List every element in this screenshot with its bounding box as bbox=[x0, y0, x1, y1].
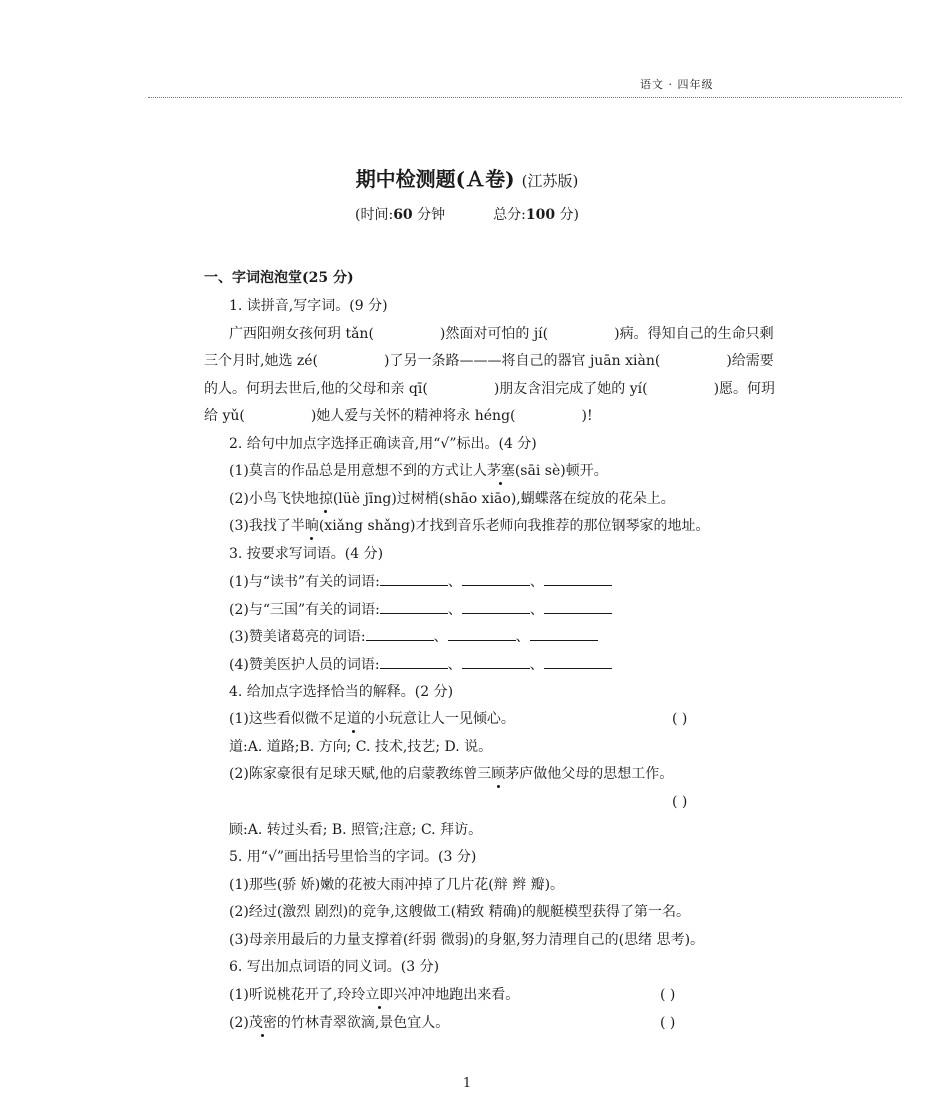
dotted-word: 茅塞 bbox=[486, 463, 515, 479]
q3-item1: (1)与“读书”有关的词语: 、 、 bbox=[229, 571, 612, 592]
dotted-word: 道 bbox=[346, 711, 361, 727]
q2-item2: (2)小鸟飞快地掠(lüè jīng)过树梢(shāo xiāo),蝴蝶落在绽放的花朵上。 bbox=[229, 491, 675, 507]
q3-item4: (4)赞美医护人员的词语: 、 、 bbox=[229, 654, 612, 675]
q6-item2: (2)茂密的竹林青翠欲滴,景色宜人。 bbox=[229, 1015, 450, 1031]
q5-item3: (3)母亲用最后的力量支撑着(纤弱 微弱)的身躯,努力清理自己的(思绪 思考)。 bbox=[229, 932, 705, 948]
exam-info bbox=[0, 204, 934, 224]
q5-heading: 5. 用“√”画出括号里恰当的字词。(3 分) bbox=[229, 849, 477, 865]
dotted-word: 顾 bbox=[491, 766, 506, 782]
time-value: 60 bbox=[393, 207, 413, 223]
q1-line4: 给 yǔ( )她人爱与关怀的精神将永 héng( )! bbox=[204, 408, 593, 424]
time-unit: 分钟 bbox=[417, 207, 446, 223]
q3-heading: 3. 按要求写词语。(4 分) bbox=[229, 546, 384, 562]
q4-heading: 4. 给加点字选择恰当的解释。(2 分) bbox=[229, 684, 454, 700]
q5-item1: (1)那些(骄 娇)嫩的花被大雨冲掉了几片花(辩 辫 瓣)。 bbox=[229, 877, 565, 893]
q5-item2: (2)经过(激烈 剧烈)的竞争,这艘做工(精致 精确)的舰艇模型获得了第一名。 bbox=[229, 904, 691, 920]
title-main: 期中检测题(Ａ卷) bbox=[355, 167, 515, 191]
q6-item1: (1)听说桃花开了,玲玲立即兴冲冲地跑出来看。 bbox=[229, 987, 520, 1003]
dotted-word: 立即 bbox=[365, 987, 394, 1003]
q3-item3: (3)赞美诸葛亮的词语: 、 、 bbox=[229, 626, 598, 647]
q2-item1: (1)莫言的作品总是用意想不到的方式让人茅塞(sāi sè)顿开。 bbox=[229, 463, 608, 479]
q2-item3: (3)我找了半晌(xiǎng shǎng)才找到音乐老师向我推荐的那位钢琴家的地址。 bbox=[229, 518, 710, 534]
header-divider bbox=[148, 97, 902, 98]
q4-item1: (1)这些看似微不足道的小玩意让人一见倾心。 bbox=[229, 711, 515, 727]
q1-line1: 广西阳朔女孩何玥 tǎn( )然面对可怕的 jí( )病。得知自己的生命只剩 bbox=[229, 326, 774, 342]
q1-line2: 三个月时,她选 zé( )了另一条路———将自己的器官 juān xiàn( )给需要 bbox=[204, 353, 774, 369]
q6-heading: 6. 写出加点词语的同义词。(3 分) bbox=[229, 959, 440, 975]
score-unit: 分) bbox=[559, 207, 579, 223]
q4-item2: (2)陈家豪很有足球天赋,他的启蒙教练曾三顾茅庐做他父母的思想工作。 bbox=[229, 766, 674, 782]
answer-paren: ( ) bbox=[672, 794, 688, 810]
dotted-word: 茂密 bbox=[248, 1015, 277, 1031]
q3-item2: (2)与“三国”有关的词语: 、 、 bbox=[229, 599, 612, 620]
dotted-word: 掠 bbox=[318, 491, 333, 507]
q4-options1: 道:A. 道路;B. 方向; C. 技术,技艺; D. 说。 bbox=[229, 739, 493, 755]
dotted-word: 晌 bbox=[304, 518, 319, 534]
time-label: (时间: bbox=[355, 207, 394, 223]
section1-title: 一、字词泡泡堂(25 分) bbox=[204, 270, 354, 286]
page-title bbox=[0, 163, 934, 192]
q1-line3: 的人。何玥去世后,他的父母和亲 qī( )朋友含泪完成了她的 yí( )愿。何玥 bbox=[204, 381, 776, 397]
q2-heading: 2. 给句中加点字选择正确读音,用“√”标出。(4 分) bbox=[229, 436, 537, 452]
title-sub: (江苏版) bbox=[521, 172, 579, 190]
page-number: 1 bbox=[462, 1076, 472, 1091]
header-subject: 语文 · 四年级 bbox=[640, 78, 714, 91]
q1-heading: 1. 读拼音,写字词。(9 分) bbox=[229, 298, 388, 314]
score-label: 总分: bbox=[493, 207, 526, 223]
q4-options2: 顾:A. 转过头看; B. 照管;注意; C. 拜访。 bbox=[229, 822, 483, 838]
answer-paren: ( ) bbox=[660, 987, 676, 1003]
answer-paren: ( ) bbox=[660, 1015, 676, 1031]
answer-paren: ( ) bbox=[672, 711, 688, 727]
score-value: 100 bbox=[525, 207, 556, 223]
